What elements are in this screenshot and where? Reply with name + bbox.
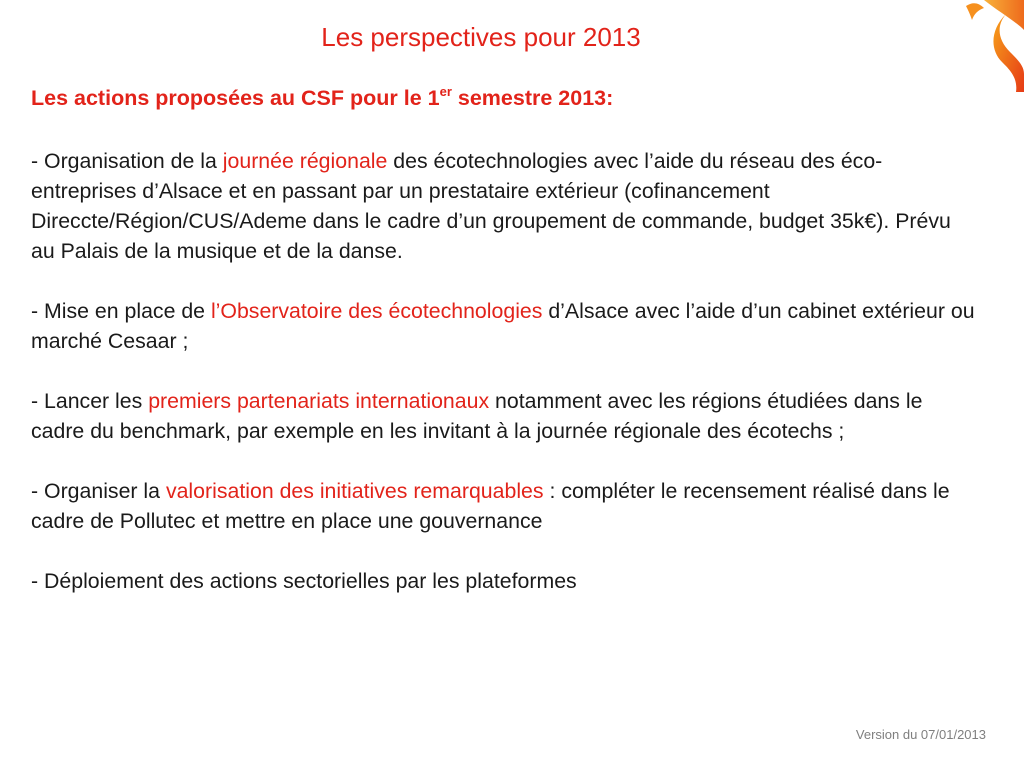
bullet-deploiement: [31, 566, 976, 596]
bullet-text-end: des écotechnologies avec l’aide du réseau des éco-entreprises d’Alsace et en passant par un prestataire extérieur (cofinancement Direccte/Région/CUS/Ademe dans le cadre d’un groupement de commande, budget 35k€). Prévu au Palais de la musique et de la danse.: [31, 149, 951, 263]
bullet-text-end: : compléter le recensement réalisé dans le cadre de Pollutec et mettre en place une gouvernance: [31, 479, 950, 533]
bullet-text: - Lancer les: [31, 389, 149, 413]
bullet-text: - Organiser la: [31, 479, 166, 503]
subtitle-text: Les actions proposées au CSF pour le 1: [31, 86, 440, 110]
slide-title: Les perspectives pour 2013: [321, 22, 641, 52]
bullet-text: - Mise en place de: [31, 299, 211, 323]
bullet-highlight: journée régionale: [222, 149, 388, 173]
bullet-text-end: notamment avec les régions étudiées dans le cadre du benchmark, par exemple en les invitant à la journée régionale des écotechs ;: [31, 389, 923, 443]
slide-subtitle: [31, 86, 613, 111]
bullet-highlight: premiers partenariats internationaux: [148, 389, 490, 413]
bullet-observatoire: [31, 296, 976, 356]
bullet-highlight: l’Observatoire des écotechnologies: [210, 299, 543, 323]
bullet-text-end: d’Alsace avec l’aide d’un cabinet extérieur ou marché Cesaar ;: [31, 299, 975, 353]
bullet-text: - Déploiement des actions sectorielles par les plateformes: [31, 569, 577, 593]
bullet-journee-regionale: [31, 146, 976, 266]
slide-body: [31, 146, 976, 626]
subtitle-text-end: semestre 2013:: [451, 86, 614, 110]
bullet-valorisation: [31, 476, 976, 536]
subtitle-superscript: er: [439, 84, 452, 99]
bullet-text: - Organisation de la: [31, 149, 223, 173]
bullet-partenariats: [31, 386, 976, 446]
version-footer: Version du 07/01/2013: [855, 727, 986, 742]
bullet-highlight: valorisation des initiatives remarquables: [165, 479, 544, 503]
